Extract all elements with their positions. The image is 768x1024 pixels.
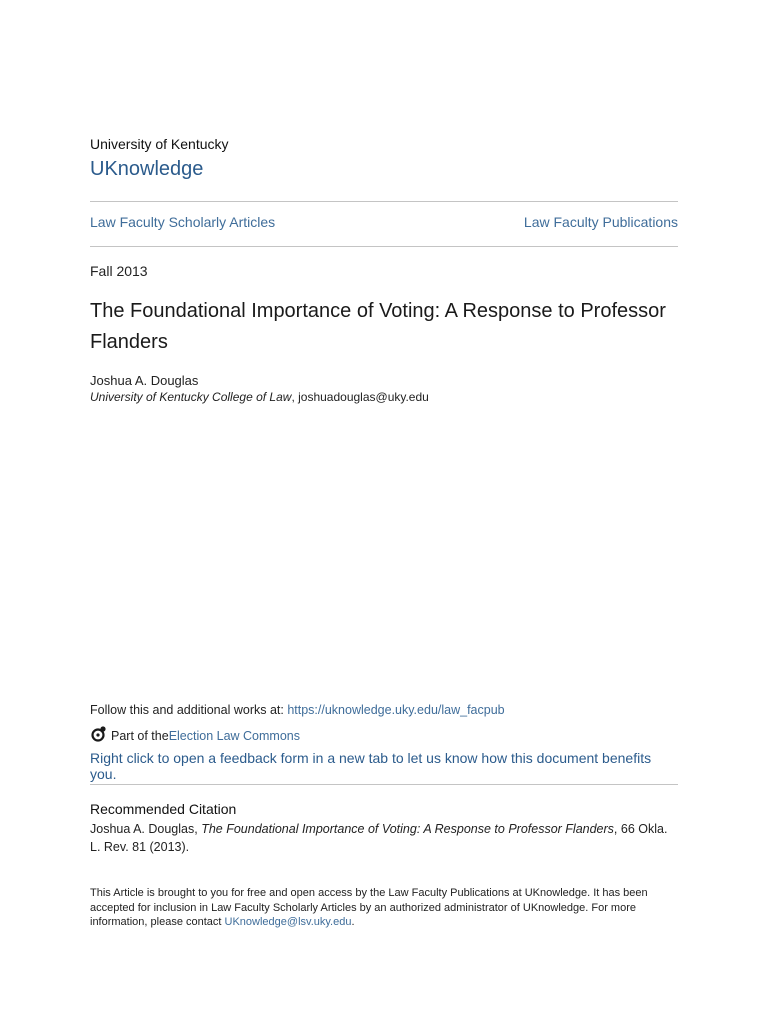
- access-notice: [90, 886, 678, 930]
- follow-line: [90, 703, 505, 717]
- election-law-commons-link[interactable]: Election Law Commons: [168, 729, 300, 743]
- affiliation-name: University of Kentucky College of Law: [90, 390, 292, 404]
- part-of-line: [90, 727, 300, 745]
- author-name: Joshua A. Douglas: [90, 373, 199, 388]
- citation-title: The Foundational Importance of Voting: A Response to Professor Flanders: [201, 822, 614, 836]
- follow-url-link[interactable]: https://uknowledge.uky.edu/law_facpub: [287, 703, 505, 717]
- notice-end: .: [351, 916, 355, 928]
- collection-link[interactable]: Law Faculty Publications: [523, 214, 678, 230]
- network-commons-icon: [90, 725, 108, 743]
- series-link[interactable]: Law Faculty Scholarly Articles: [90, 214, 276, 230]
- top-divider: [90, 201, 678, 202]
- repository-link[interactable]: UKnowledge: [90, 158, 204, 180]
- citation-source: , 66 Okla. L. Rev. 81 (2013).: [90, 822, 668, 854]
- citation-text: [90, 820, 678, 856]
- citation-author: Joshua A. Douglas,: [90, 822, 202, 836]
- citation-heading: Recommended Citation: [90, 801, 237, 817]
- publication-date: Fall 2013: [90, 263, 148, 279]
- institution-name: University of Kentucky: [90, 136, 229, 152]
- feedback-link[interactable]: Right click to open a feedback form in a new tab to let us know how this document benefits you.: [90, 750, 652, 782]
- article-title: The Foundational Importance of Voting: A Response to Professor Flanders: [90, 300, 666, 353]
- contact-email-link[interactable]: UKnowledge@lsv.uky.edu: [224, 916, 352, 928]
- author-email: joshuadouglas@uky.edu: [298, 390, 429, 404]
- notice-text: This Article is brought to you for free and open access by the Law Faculty Publications at UKnowledge. It has been accepted for inclusion in Law Faculty Scholarly Articles by an authorized administrator of UKnowledge. For more information, please contact: [90, 887, 648, 928]
- cover-page: [90, 0, 678, 1024]
- nav-divider: [90, 246, 678, 247]
- partof-prefix: Part of the: [111, 729, 169, 743]
- citation-divider: [90, 784, 678, 785]
- follow-prefix: Follow this and additional works at:: [90, 703, 288, 717]
- author-affiliation: [90, 390, 429, 404]
- affiliation-separator: ,: [291, 390, 299, 404]
